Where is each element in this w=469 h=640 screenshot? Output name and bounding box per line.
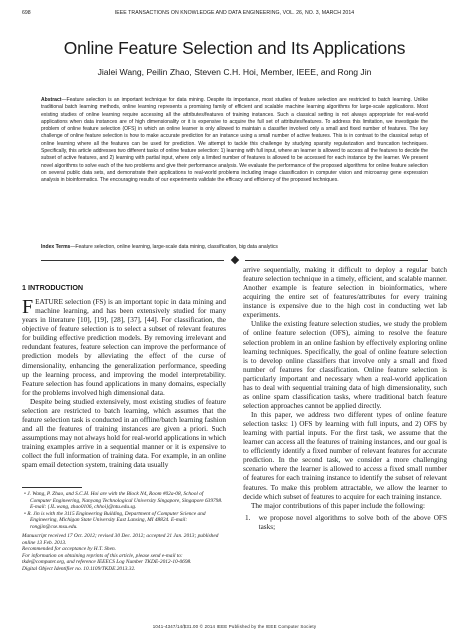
paper-title: Online Feature Selection and Its Applications [63, 38, 406, 58]
index-terms-label: Index Terms [41, 244, 71, 250]
doi: Digital Object Identifier no. 10.1109/TKDE.2013.32. [22, 565, 136, 572]
first-word: EATURE [35, 298, 63, 307]
intro-paragraph-3: arrive sequentially, making it difficult to deploy a regular batch feature selection technique in a timely, efficient, and scalable manner. Another example is feature selection in bioinformatics, where acquiring the entire set of features/attributes for every training instance is expensive due to the high cost in conducting wet lab experiments. [243, 266, 447, 320]
page-footer: 1041-4347/14/$31.00 © 2014 IEEE Published by the IEEE Computer Society [152, 624, 317, 629]
reprint-info: For information on obtaining reprints of this article, please send e-mail to: tkde@computer.org, and reference IEEECS Log Number TKDE-2012-10-0698. [22, 552, 192, 565]
intro-paragraph-1-text: selection (FS) is an important topic in data mining and machine learning, and has been extensively studied for many years in literature [10], [19], [28], [37], [44]. For classification, the objective of feature selection is to select a subset of relevant features for building effective prediction models. By removing irrelevant and redundant features, feature selection can improve the performance of prediction models by alleviating the effect of the curse of dimensionality, enhancing the generalization performance, speeding up the learning process, and improving the model interpretability. Feature selection has found applications in many domains, especially for the problems involved high dimensional data. [22, 298, 226, 397]
footnote-rule [22, 487, 82, 488]
abstract-text: —Feature selection is an important technique for data mining. Despite its importance, most studies of feature selection are restricted to batch learning. Unlike traditional batch learning methods, online learning represents a promising family of efficient and scalable machine learning algorithms for large-scale applications. Most existing studies of online learning require accessing all the attributes/features of training instances. Such a classical setting is not always appropriate for real-world applications when data instances are of high dimensionality or it is expensive to acquire the full set of attributes/features. To address this limitation, we investigate the problem of online feature selection (OFS) in which an online learner is only allowed to maintain a classifier involved only a small and fixed number of features. The key challenge of online feature selection is how to make accurate prediction for an instance using a small number of active features. This is in contrast to the classical setup of online learning where all the features can be used for prediction. We attempt to tackle this challenge by studying sparsity regularization and truncation techniques. Specifically, this article addresses two different tasks of online feature selection: 1) learning with full input, where an learner is allowed to access all the features to decide the subset of active features, and 2) learning with partial input, where only a limited number of features is allowed to be accessed for each instance by the learner. We present novel algorithms to solve each of the two problems and give their performance analysis. We evaluate the performance of the proposed algorithms for online feature selection on several public data sets, and demonstrate their applications to real-world problems including image classification in computer vision and microarray gene expression analysis in bioinformatics. The encouraging results of our experiments validate the efficacy and efficiency of the proposed techniques. [41, 97, 428, 184]
abstract [41, 97, 428, 184]
intro-paragraph-5: In this paper, we address two different types of online feature selection tasks: 1) OFS by learning with full inputs, and 2) OFS by learning with partial inputs. For the first task, we assume that the learner can access all the features of training instances, and our goal is to efficiently identify a fixed number of relevant features for accurate prediction. In the second task, we consider a more challenging scenario where the learner is allowed to access a fixed small number of features for each training instance to identify the subset of relevant features. To make this problem attractable, we allow the learner to decide which subset of features to acquire for each training instance. [243, 411, 447, 501]
journal-header: IEEE TRANSACTIONS ON KNOWLEDGE AND DATA ENGINEERING, VOL. 26, NO. 3, MARCH 2014 [114, 10, 355, 16]
intro-paragraph-6: The major contributions of this paper include the following: [251, 501, 425, 510]
right-column [243, 266, 447, 532]
list-item: 1. we propose novel algorithms to solve both of the above OFS tasks; [245, 513, 447, 531]
left-column [22, 283, 226, 470]
index-terms-text: —Feature selection, online learning, large-scale data mining, classification, big data analytics [70, 244, 278, 250]
author-list: Jialei Wang, Peilin Zhao, Steven C.H. Hoi, Member, IEEE, and Rong Jin [97, 67, 372, 77]
running-header [22, 10, 447, 20]
diamond-ornament-icon [230, 256, 238, 264]
section-divider [41, 260, 428, 261]
page-number: 698 [22, 10, 31, 16]
footnote-affiliation-2: • R. Jin is with the 3115 Engineering Building, Department of Computer Science and Engineering, Michigan State University East Lansing, MI 48824. E-mail: rongjin@cse.msu.edu. [24, 510, 206, 530]
section-heading: 1 INTRODUCTION [22, 283, 84, 292]
intro-paragraph-1 [22, 298, 226, 398]
recommended-by: Recommended for acceptance by H.T. Shen. [22, 546, 116, 552]
footnote-email-1: E-mail: {JL.wang, zhao0106, chhoi}@ntu.edu.sg. [30, 504, 137, 510]
index-terms [41, 244, 428, 251]
abstract-label: Abstract [41, 97, 62, 103]
manuscript-dates: Manuscript received 17 Oct. 2012; revised 30 Dec. 2012; accepted 21 Jan. 2013; published online 13 Feb. 2013. [22, 533, 219, 546]
intro-paragraph-4: Unlike the existing feature selection studies, we study the problem of online feature selection (OFS), aiming to resolve the feature selection problem in an online fashion by effectively exploring online learning techniques. Specifically, the goal of online feature selection is to develop online classifiers that involve only a small and fixed number of features for classification. Online feature selection is particularly important and necessary when a real-world application has to deal with sequential training data of high dimensionality, such as online spam classification tasks, where traditional batch feature selection approaches cannot be applied directly. [243, 320, 447, 410]
footnotes [22, 491, 226, 572]
intro-paragraph-2: Despite being studied extensively, most existing studies of feature selection are restricted to batch learning, which assumes that the feature selection task is conducted in an offline/batch learning fashion and all the features of training instances are given a priori. Such assumptions may not always hold for real-world applications in which training examples arrive in a sequential manner or it is expensive to collect the full information of training data. For example, in an online spam email detection system, training data usually [22, 397, 226, 470]
footnote-affiliation-1: • J. Wang, P. Zhao, and S.C.H. Hoi are with the Block N4, Room #02a-08, School of Computer Engineering, Nanyang Technological University Singapore, Singapore 639798. E-mail: {JL.wang, zhao0106, chhoi}@ntu.edu.sg. [24, 491, 223, 510]
contribution-list [243, 514, 447, 532]
drop-cap: F [22, 296, 34, 319]
